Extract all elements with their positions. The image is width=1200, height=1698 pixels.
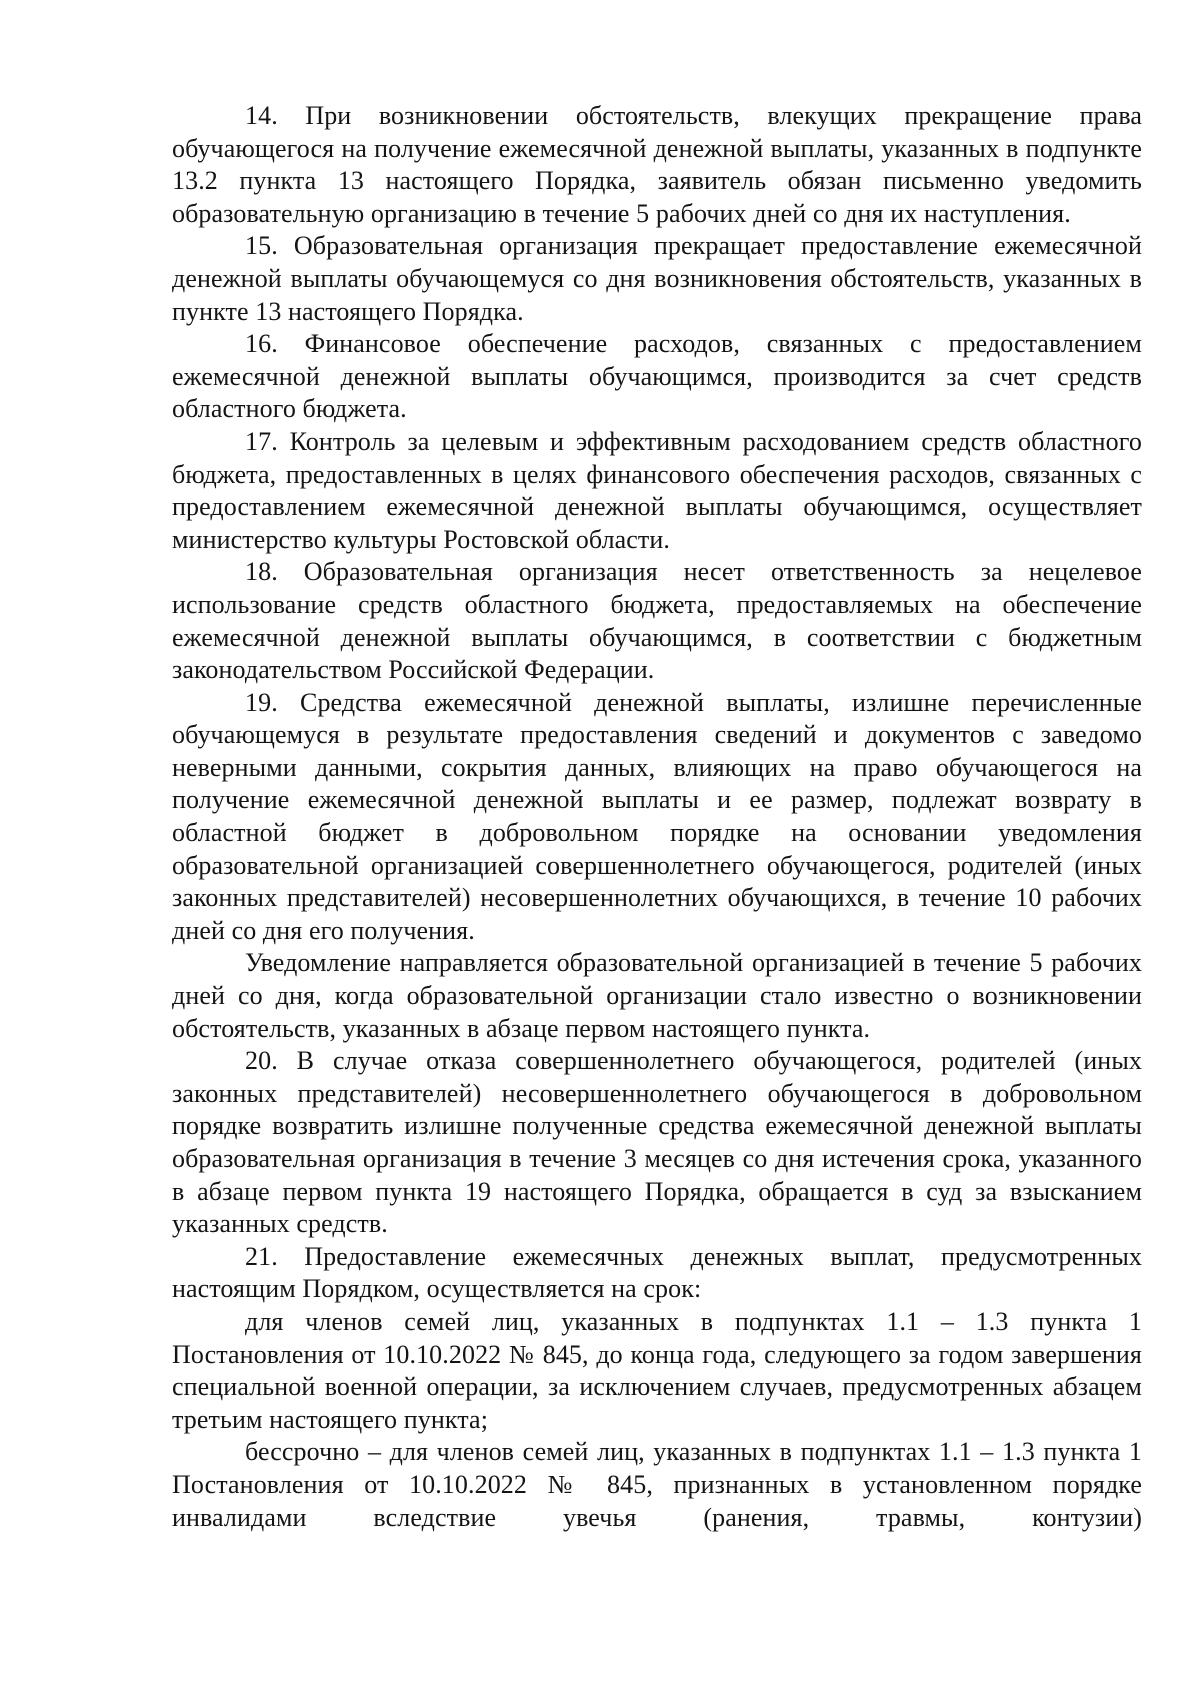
paragraph-15: 15. Образовательная организация прекращает предоставление ежемесячной денежной выплаты обучающемуся со дня возникновения обстоятельств, указанных в пункте 13 настоящего Порядка.: [172, 231, 1142, 326]
paragraph-16: 16. Финансовое обеспечение расходов, связанных с предоставлением ежемесячной денежной выплаты обучающимся, производится за счет средств областного бюджета.: [172, 329, 1142, 424]
paragraph-14: 14. При возникновении обстоятельств, влекущих прекращение права обучающегося на получение ежемесячной денежной выплаты, указанных в подпункте 13.2 пункта 13 настоящего Порядка, заявитель обязан письменно уведомить образовательную организацию в течение 5 рабочих дней со дня их наступления.: [172, 101, 1142, 228]
document-body: [172, 100, 1142, 1534]
paragraph-21: 21. Предоставление ежемесячных денежных выплат, предусмотренных настоящим Порядком, осуществляется на срок:: [172, 1241, 1142, 1304]
paragraph-18: 18. Образовательная организация несет ответственность за нецелевое использование средств областного бюджета, предоставляемых на обеспечение ежемесячной денежной выплаты обучающимся, в соответствии с бюджетным законодательством Российской Федерации.: [172, 557, 1142, 685]
paragraph-21-term-1: для членов семей лиц, указанных в подпунктах 1.1 – 1.3 пункта 1 Постановления от 10.10.2022 № 845, до конца года, следующего за годом завершения специальной военной операции, за исключением случаев, предусмотренных абзацем третьим настоящего пункта;: [172, 1306, 1142, 1434]
paragraph-20: 20. В случае отказа совершеннолетнего обучающегося, родителей (иных законных представителей) несовершеннолетнего обучающегося в добровольном порядке возвратить излишне полученные средства ежемесячной денежной выплаты образовательная организация в течение 3 месяцев со дня истечения срока, указанного в абзаце первом пункта 19 настоящего Порядка, обращается в суд за взысканием указанных средств.: [172, 1046, 1142, 1239]
paragraph-19: 19. Средства ежемесячной денежной выплаты, излишне перечисленные обучающемуся в результате предоставления сведений и документов с заведомо неверными данными, сокрытия данных, влияющих на право обучающегося на получение ежемесячной денежной выплаты и ее размер, подлежат возврату в областной бюджет в добровольном порядке на основании уведомления образовательной организацией совершеннолетнего обучающегося, родителей (иных законных представителей) несовершеннолетних обучающихся, в течение 10 рабочих дней со дня его получения.: [172, 687, 1142, 945]
paragraph-21-term-2: бессрочно – для членов семей лиц, указанных в подпунктах 1.1 – 1.3 пункта 1 Постановления от 10.10.2022 № 845, признанных в установленном порядке инвалидами вследствие увечья (ранения, травмы, контузии): [172, 1437, 1142, 1532]
paragraph-19-notice: Уведомление направляется образовательной организацией в течение 5 рабочих дней со дня, когда образовательной организации стало известно о возникновении обстоятельств, указанных в абзаце первом настоящего пункта.: [172, 948, 1142, 1043]
paragraph-17: 17. Контроль за целевым и эффективным расходованием средств областного бюджета, предоставленных в целях финансового обеспечения расходов, связанных с предоставлением ежемесячной денежной выплаты обучающимся, осуществляет министерство культуры Ростовской области.: [172, 426, 1142, 554]
